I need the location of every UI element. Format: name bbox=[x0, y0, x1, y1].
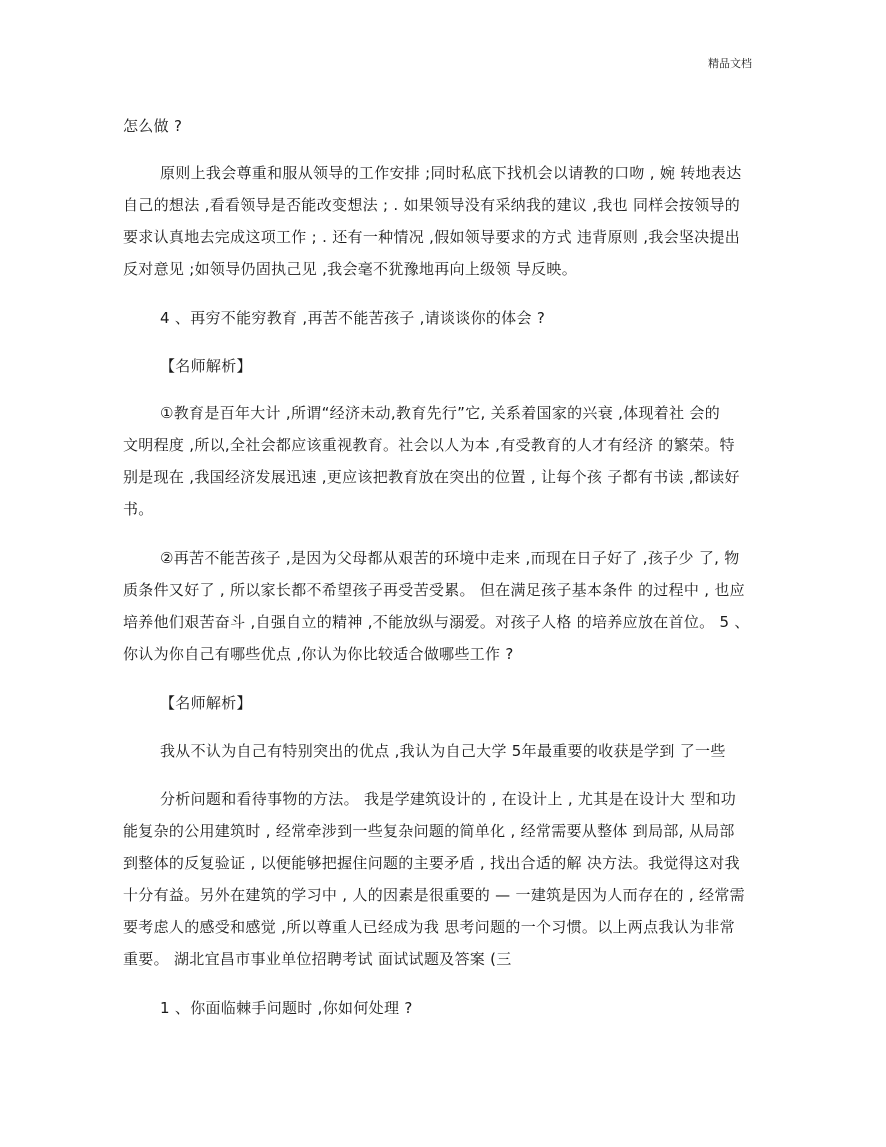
text-line: 自己的想法 ,看看领导是否能改变想法 ; . 如果领导没有采纳我的建议 ,我也 同样会按领导的 bbox=[123, 196, 741, 214]
section-label: 【名师解析】 bbox=[160, 694, 252, 712]
text-line: ②再苦不能苦孩子 ,是因为父母都从艰苦的环境中走来 ,而现在日子好了 ,孩子少 了, 物 bbox=[160, 549, 740, 567]
question-heading: 4 、再穷不能穷教育 ,再苦不能苦孩子 ,请谈谈你的体会 ? bbox=[160, 309, 546, 327]
section-title-line: 重要。 湖北宜昌市事业单位招聘考试 面试试题及答案 (三 bbox=[123, 950, 512, 968]
text-line: 我从不认为自己有特别突出的优点 ,我认为自己大学 5年最重要的收获是学到 了一些 bbox=[160, 742, 726, 760]
text-line: 文明程度 ,所以,全社会都应该重视教育。社会以人为本 ,有受教育的人才有经济 的繁荣。特 bbox=[123, 436, 735, 454]
header-tag: 精品文档 bbox=[708, 57, 752, 70]
text-line: 分析问题和看待事物的方法。 我是学建筑设计的 , 在设计上 , 尤其是在设计大 型和功 bbox=[160, 790, 737, 808]
text-line: 要求认真地去完成这项工作 ; . 还有一种情况 ,假如领导要求的方式 违背原则 ,我会坚决提出 bbox=[123, 228, 741, 246]
text-line: 培养他们艰苦奋斗 ,自强自立的精神 ,不能放纵与溺爱。对孩子人格 的培养应放在首位。 5 、 bbox=[123, 613, 750, 631]
question-heading: 你认为你自己有哪些优点 ,你认为你比较适合做哪些工作 ? bbox=[123, 645, 514, 663]
text-line: 质条件又好了 , 所以家长都不希望孩子再受苦受累。 但在满足孩子基本条件 的过程中 , 也应 bbox=[123, 581, 745, 599]
text-line: 书。 bbox=[123, 500, 154, 518]
text-line: 到整体的反复验证 , 以便能够把握住问题的主要矛盾 , 找出合适的解 决方法。我觉得这对我 bbox=[123, 854, 740, 872]
text-line: 要考虑人的感受和感觉 ,所以尊重人已经成为我 思考问题的一个习惯。以上两点我认为非常 bbox=[123, 918, 735, 936]
text-line: 十分有益。另外在建筑的学习中 , 人的因素是很重要的 — 一建筑是因为人而存在的 , 经常需 bbox=[123, 886, 745, 904]
section-label: 【名师解析】 bbox=[160, 357, 252, 375]
text-line: ①教育是百年大计 ,所谓“经济未动,教育先行”它, 关系着国家的兴衰 ,体现着社 会的 bbox=[160, 404, 721, 422]
text-line: 反对意见 ;如领导仍固执己见 ,我会毫不犹豫地再向上级领 导反映。 bbox=[123, 260, 578, 278]
text-line: 怎么做 ? bbox=[123, 117, 183, 135]
question-heading: 1 、你面临棘手问题时 ,你如何处理 ? bbox=[160, 999, 413, 1017]
text-line: 能复杂的公用建筑时 , 经常牵涉到一些复杂问题的简单化 , 经常需要从整体 到局部, 从局部 bbox=[123, 822, 735, 840]
text-line: 原则上我会尊重和服从领导的工作安排 ;同时私底下找机会以请教的口吻 , 婉 转地表达 bbox=[160, 164, 742, 182]
text-line: 别是现在 ,我国经济发展迅速 ,更应该把教育放在突出的位置 , 让每个孩 子都有书读 ,都读好 bbox=[123, 468, 740, 486]
